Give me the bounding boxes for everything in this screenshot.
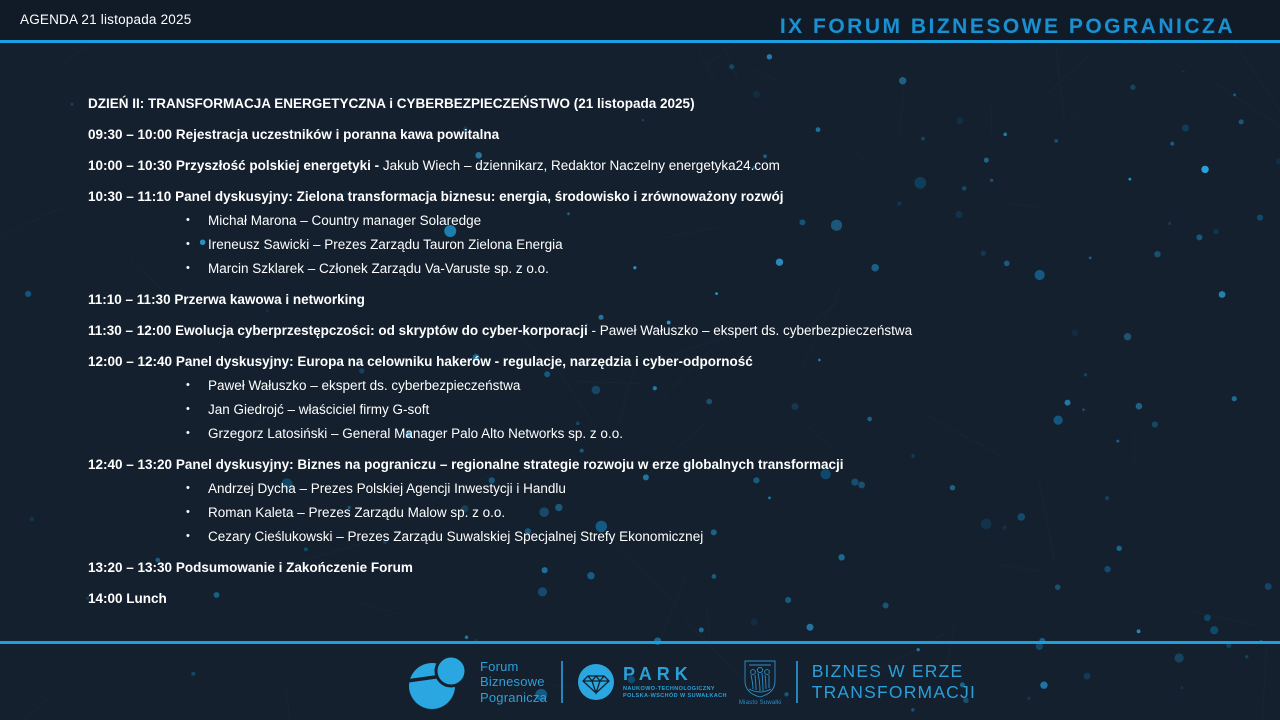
footer-slogan bbox=[812, 661, 976, 703]
agenda-item-bold-text: 11:30 – 12:00 Ewolucja cyberprzestępczości: od skryptów do cyber-korporacji bbox=[88, 323, 588, 338]
agenda-item-bold-text: 12:40 – 13:20 Panel dyskusyjny: Biznes na pograniczu – regionalne strategie rozwoju w erze globalnych transformacji bbox=[88, 457, 844, 472]
speaker-name: Marcin Szklarek – Członek Zarządu Va-Varuste sp. z o.o. bbox=[208, 261, 549, 276]
agenda-item bbox=[88, 558, 1250, 577]
agenda-item-title bbox=[88, 352, 1250, 371]
speaker-name: Grzegorz Latosiński – General Manager Palo Alto Networks sp. z o.o. bbox=[208, 426, 623, 441]
footer-divider-1 bbox=[561, 661, 563, 703]
agenda-item-title bbox=[88, 455, 1250, 474]
agenda-list bbox=[88, 94, 1250, 620]
bullet-icon: • bbox=[186, 427, 190, 439]
top-divider-line bbox=[0, 40, 1280, 43]
footer-divider-2 bbox=[796, 661, 798, 703]
speaker-name: Cezary Cieślukowski – Prezes Zarządu Suwalskiej Specjalnej Strefy Ekonomicznej bbox=[208, 529, 704, 544]
agenda-item bbox=[88, 352, 1250, 443]
agenda-item bbox=[88, 125, 1250, 144]
speaker-bullet-row bbox=[88, 527, 1250, 546]
city-crest-icon bbox=[743, 659, 777, 699]
speaker-bullet-row bbox=[88, 211, 1250, 230]
agenda-item-bold-text: 09:30 – 10:00 Rejestracja uczestników i poranna kawa powitalna bbox=[88, 127, 500, 142]
park-diamond-icon bbox=[577, 663, 615, 701]
agenda-item-title bbox=[88, 290, 1250, 309]
agenda-item bbox=[88, 156, 1250, 175]
agenda-item-bold-text: 13:20 – 13:30 Podsumowanie i Zakończenie Forum bbox=[88, 560, 413, 575]
bullet-icon: • bbox=[186, 238, 190, 250]
slogan-line1: BIZNES W ERZE bbox=[811, 661, 964, 681]
park-logo-subtitle bbox=[623, 686, 727, 699]
agenda-item-bold-text: 10:00 – 10:30 Przyszłość polskiej energetyki - bbox=[88, 158, 383, 173]
agenda-item-title bbox=[88, 558, 1250, 577]
speaker-bullet-row bbox=[88, 376, 1250, 395]
park-logo-text bbox=[623, 665, 727, 699]
park-subtitle-line2: POLSKA-WSCHÓD W SUWAŁKACH bbox=[623, 692, 727, 699]
speaker-bullet-row bbox=[88, 235, 1250, 254]
bullet-icon: • bbox=[186, 506, 190, 518]
agenda-item-regular-text: Jakub Wiech – dziennikarz, Redaktor Naczelny energetyka24.com bbox=[382, 158, 780, 173]
agenda-item-bold-text: 12:00 – 12:40 Panel dyskusyjny: Europa na celowniku hakerów - regulacje, narzędzia i cyber-odporność bbox=[88, 354, 753, 369]
agenda-day-title bbox=[88, 94, 1250, 113]
speaker-name: Paweł Wałuszko – ekspert ds. cyberbezpieczeństwa bbox=[208, 378, 521, 393]
miasto-suwalki-logo bbox=[739, 659, 782, 706]
speaker-bullet-row bbox=[88, 400, 1250, 419]
agenda-item bbox=[88, 290, 1250, 309]
speaker-name: Andrzej Dycha – Prezes Polskiej Agencji Inwestycji i Handlu bbox=[208, 481, 566, 496]
speaker-name: Jan Giedrojć – właściciel firmy G-soft bbox=[208, 402, 430, 417]
agenda-item-bold-text: 11:10 – 11:30 Przerwa kawowa i networking bbox=[88, 292, 365, 307]
agenda-item-regular-text: - Paweł Wałuszko – ekspert ds. cyberbezpieczeństwa bbox=[587, 323, 913, 338]
park-logo bbox=[577, 663, 727, 701]
agenda-item-bold-text: 14:00 Lunch bbox=[88, 591, 167, 606]
agenda-item-title bbox=[88, 589, 1250, 608]
speaker-bullet-row bbox=[88, 259, 1250, 278]
forum-logo-line2: Biznesowe bbox=[480, 674, 545, 690]
speaker-name: Roman Kaleta – Prezes Zarządu Malow sp. z o.o. bbox=[208, 505, 506, 520]
agenda-item-title bbox=[88, 125, 1250, 144]
speaker-bullet-row bbox=[88, 503, 1250, 522]
agenda-item bbox=[88, 589, 1250, 608]
day-title-text: DZIEŃ II: TRANSFORMACJA ENERGETYCZNA i CYBERBEZPIECZEŃSTWO (21 listopada 2025) bbox=[88, 96, 695, 111]
speaker-name: Michał Marona – Country manager Solaredge bbox=[208, 213, 482, 228]
bullet-icon: • bbox=[186, 262, 190, 274]
bullet-icon: • bbox=[186, 530, 190, 542]
speaker-bullet-row bbox=[88, 424, 1250, 443]
agenda-item-bold-text: 10:30 – 11:10 Panel dyskusyjny: Zielona transformacja biznesu: energia, środowisko i zrównoważony rozwój bbox=[88, 189, 784, 204]
bullet-icon: • bbox=[186, 482, 190, 494]
park-logo-name: PARK bbox=[623, 664, 693, 684]
slogan-line2: TRANSFORMACJI bbox=[811, 682, 977, 702]
footer-logos bbox=[405, 654, 976, 710]
agenda-item bbox=[88, 455, 1250, 546]
city-logo-label: Miasto Suwałki bbox=[738, 699, 782, 706]
bullet-icon: • bbox=[186, 214, 190, 226]
speaker-name: Ireneusz Sawicki – Prezes Zarządu Tauron Zielona Energia bbox=[208, 237, 563, 252]
forum-biznesowe-logo bbox=[405, 654, 547, 710]
agenda-item-title bbox=[88, 156, 1250, 175]
forum-logo-line1: Forum bbox=[480, 658, 519, 674]
agenda-item bbox=[88, 187, 1250, 278]
bottom-divider-line bbox=[0, 641, 1280, 644]
agenda-item-title bbox=[88, 321, 1250, 340]
bullet-icon: • bbox=[186, 379, 190, 391]
forum-main-title: IX FORUM BIZNESOWE POGRANICZA bbox=[779, 15, 1235, 38]
forum-logo-text bbox=[480, 659, 547, 706]
forum-logo-line3: Pogranicza bbox=[480, 689, 548, 705]
forum-circles-icon bbox=[405, 654, 471, 710]
agenda-date-title: AGENDA 21 listopada 2025 bbox=[20, 12, 192, 27]
bullet-icon: • bbox=[186, 403, 190, 415]
speaker-bullet-row bbox=[88, 479, 1250, 498]
agenda-item bbox=[88, 321, 1250, 340]
agenda-item-title bbox=[88, 187, 1250, 206]
park-subtitle-line1: NAUKOWO-TECHNOLOGICZNY bbox=[623, 686, 715, 692]
